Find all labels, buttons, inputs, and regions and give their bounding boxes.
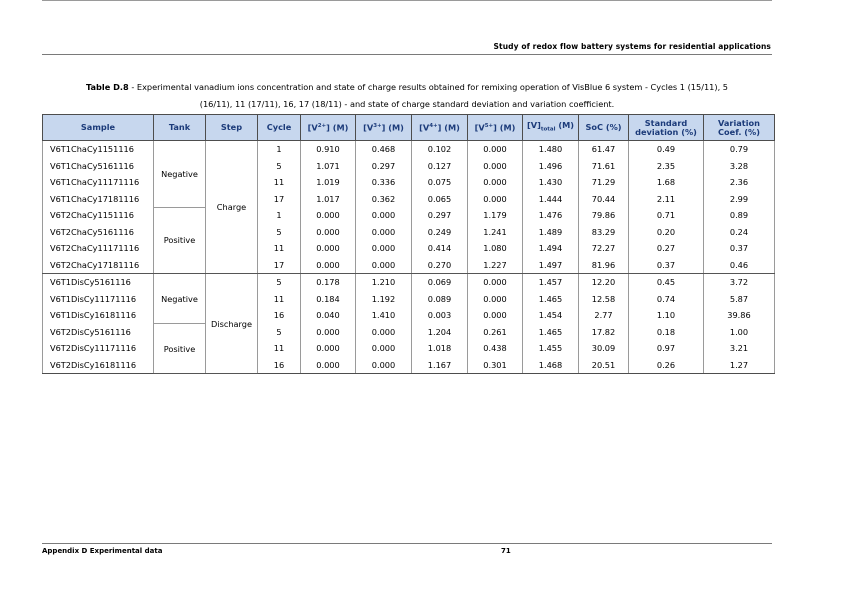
cell-cycle: 5 bbox=[258, 158, 301, 175]
cell-v-total: 1.497 bbox=[523, 257, 579, 274]
cell-cycle: 5 bbox=[258, 324, 301, 341]
header-v-total: $[V]_{total}$ (M) bbox=[523, 115, 579, 141]
cell-soc: 61.47 bbox=[579, 141, 629, 158]
cell-cycle: 11 bbox=[258, 340, 301, 357]
cell-soc: 2.77 bbox=[579, 307, 629, 324]
cell-std-dev: 0.26 bbox=[629, 357, 704, 374]
cell-sample: V6T1DisCy16181116 bbox=[43, 307, 154, 324]
cell-v2: 0.178 bbox=[301, 274, 356, 291]
cell-sample: V6T1ChaCy17181116 bbox=[43, 191, 154, 208]
cell-std-dev: 0.18 bbox=[629, 324, 704, 341]
footer-rule bbox=[42, 543, 772, 544]
cell-v3: 0.297 bbox=[356, 158, 412, 175]
cell-cycle: 1 bbox=[258, 141, 301, 158]
cell-soc: 72.27 bbox=[579, 240, 629, 257]
header-cycle: Cycle bbox=[258, 115, 301, 141]
cell-sample: V6T2ChaCy5161116 bbox=[43, 224, 154, 241]
cell-v2: 1.017 bbox=[301, 191, 356, 208]
cell-std-dev: 0.45 bbox=[629, 274, 704, 291]
cell-sample: V6T2DisCy16181116 bbox=[43, 357, 154, 374]
cell-v2: 0.000 bbox=[301, 257, 356, 274]
cell-v3: 0.000 bbox=[356, 224, 412, 241]
cell-v4: 0.127 bbox=[412, 158, 468, 175]
cell-soc: 79.86 bbox=[579, 207, 629, 224]
header-v2: $[V^{2+}]$ (M) bbox=[301, 115, 356, 141]
header-std-dev: Standard deviation (%) bbox=[629, 115, 704, 141]
cell-std-dev: 0.20 bbox=[629, 224, 704, 241]
cell-v-total: 1.480 bbox=[523, 141, 579, 158]
cell-sample: V6T1ChaCy5161116 bbox=[43, 158, 154, 175]
cell-v2: 0.910 bbox=[301, 141, 356, 158]
cell-v3: 1.210 bbox=[356, 274, 412, 291]
cell-v5: 0.000 bbox=[468, 191, 523, 208]
cell-v5: 0.000 bbox=[468, 141, 523, 158]
header-v5: $[V^{5+}]$ (M) bbox=[468, 115, 523, 141]
caption-label: Table D.8 bbox=[86, 82, 129, 92]
cell-v3: 0.336 bbox=[356, 174, 412, 191]
cell-v3: 0.000 bbox=[356, 357, 412, 374]
cell-cycle: 11 bbox=[258, 174, 301, 191]
cell-v5: 0.301 bbox=[468, 357, 523, 374]
cell-cycle: 16 bbox=[258, 357, 301, 374]
cell-variation-coef: 2.99 bbox=[704, 191, 775, 208]
cell-std-dev: 1.68 bbox=[629, 174, 704, 191]
table-row bbox=[43, 224, 775, 241]
cell-v-total: 1.494 bbox=[523, 240, 579, 257]
cell-v-total: 1.457 bbox=[523, 274, 579, 291]
cell-soc: 17.82 bbox=[579, 324, 629, 341]
cell-tank: Positive bbox=[154, 324, 206, 374]
cell-v4: 0.270 bbox=[412, 257, 468, 274]
cell-cycle: 5 bbox=[258, 274, 301, 291]
cell-v5: 0.000 bbox=[468, 274, 523, 291]
cell-v-total: 1.455 bbox=[523, 340, 579, 357]
cell-std-dev: 0.97 bbox=[629, 340, 704, 357]
cell-std-dev: 0.71 bbox=[629, 207, 704, 224]
table-row bbox=[43, 324, 775, 341]
table-row bbox=[43, 174, 775, 191]
table-caption bbox=[42, 79, 772, 113]
cell-variation-coef: 0.89 bbox=[704, 207, 775, 224]
cell-sample: V6T1ChaCy1151116 bbox=[43, 141, 154, 158]
cell-cycle: 16 bbox=[258, 307, 301, 324]
cell-v5: 0.000 bbox=[468, 158, 523, 175]
cell-cycle: 17 bbox=[258, 191, 301, 208]
cell-tank: Negative bbox=[154, 141, 206, 208]
cell-variation-coef: 0.79 bbox=[704, 141, 775, 158]
cell-std-dev: 0.49 bbox=[629, 141, 704, 158]
header-v4: $[V^{4+}]$ (M) bbox=[412, 115, 468, 141]
cell-v-total: 1.496 bbox=[523, 158, 579, 175]
header-step: Step bbox=[206, 115, 258, 141]
table-row bbox=[43, 307, 775, 324]
table-row bbox=[43, 340, 775, 357]
cell-v2: 1.019 bbox=[301, 174, 356, 191]
caption-text-1: - Experimental vanadium ions concentration and state of charge results obtained for remixing operation of VisBlue 6 system - Cycles 1 (15/11), 5 bbox=[128, 82, 728, 92]
cell-sample: V6T2DisCy5161116 bbox=[43, 324, 154, 341]
cell-v2: 0.000 bbox=[301, 324, 356, 341]
cell-variation-coef: 0.37 bbox=[704, 240, 775, 257]
cell-v3: 0.000 bbox=[356, 240, 412, 257]
cell-sample: V6T2ChaCy17181116 bbox=[43, 257, 154, 274]
cell-v2: 0.040 bbox=[301, 307, 356, 324]
cell-cycle: 5 bbox=[258, 224, 301, 241]
cell-v-total: 1.454 bbox=[523, 307, 579, 324]
header-rule bbox=[42, 54, 772, 55]
cell-std-dev: 2.11 bbox=[629, 191, 704, 208]
cell-variation-coef: 39.86 bbox=[704, 307, 775, 324]
cell-tank: Negative bbox=[154, 274, 206, 324]
cell-step: Discharge bbox=[206, 274, 258, 374]
cell-std-dev: 0.74 bbox=[629, 291, 704, 308]
cell-v4: 1.167 bbox=[412, 357, 468, 374]
header-row bbox=[43, 115, 775, 141]
cell-cycle: 17 bbox=[258, 257, 301, 274]
table-row bbox=[43, 191, 775, 208]
cell-v5: 0.000 bbox=[468, 307, 523, 324]
table-row bbox=[43, 291, 775, 308]
cell-sample: V6T2ChaCy1151116 bbox=[43, 207, 154, 224]
cell-soc: 81.96 bbox=[579, 257, 629, 274]
header-sample: Sample bbox=[43, 115, 154, 141]
cell-v3: 1.192 bbox=[356, 291, 412, 308]
cell-sample: V6T2DisCy11171116 bbox=[43, 340, 154, 357]
cell-v5: 0.261 bbox=[468, 324, 523, 341]
cell-tank: Positive bbox=[154, 207, 206, 274]
cell-v-total: 1.476 bbox=[523, 207, 579, 224]
caption-text-2: (16/11), 11 (17/11), 16, 17 (18/11) - and state of charge standard deviation and variation coefficient. bbox=[199, 99, 615, 109]
cell-v5: 1.227 bbox=[468, 257, 523, 274]
header-v3: $[V^{3+}]$ (M) bbox=[356, 115, 412, 141]
cell-v4: 1.204 bbox=[412, 324, 468, 341]
header-tank: Tank bbox=[154, 115, 206, 141]
cell-v-total: 1.465 bbox=[523, 324, 579, 341]
cell-v4: 0.102 bbox=[412, 141, 468, 158]
cell-soc: 12.58 bbox=[579, 291, 629, 308]
results-table bbox=[42, 114, 775, 374]
cell-v3: 0.000 bbox=[356, 340, 412, 357]
cell-v2: 0.000 bbox=[301, 357, 356, 374]
table-row bbox=[43, 240, 775, 257]
cell-soc: 83.29 bbox=[579, 224, 629, 241]
cell-v-total: 1.468 bbox=[523, 357, 579, 374]
cell-std-dev: 1.10 bbox=[629, 307, 704, 324]
cell-v2: 0.184 bbox=[301, 291, 356, 308]
table-row bbox=[43, 141, 775, 158]
cell-v4: 0.075 bbox=[412, 174, 468, 191]
table-row bbox=[43, 207, 775, 224]
cell-v4: 1.018 bbox=[412, 340, 468, 357]
cell-v4: 0.414 bbox=[412, 240, 468, 257]
cell-v3: 0.468 bbox=[356, 141, 412, 158]
cell-cycle: 11 bbox=[258, 240, 301, 257]
cell-variation-coef: 1.00 bbox=[704, 324, 775, 341]
cell-cycle: 11 bbox=[258, 291, 301, 308]
cell-variation-coef: 2.36 bbox=[704, 174, 775, 191]
footer-section: Appendix D Experimental data bbox=[42, 547, 163, 555]
cell-v2: 0.000 bbox=[301, 207, 356, 224]
cell-variation-coef: 0.24 bbox=[704, 224, 775, 241]
table-row bbox=[43, 357, 775, 374]
cell-std-dev: 2.35 bbox=[629, 158, 704, 175]
running-header: Study of redox flow battery systems for residential applications bbox=[493, 42, 771, 51]
cell-v5: 0.438 bbox=[468, 340, 523, 357]
cell-sample: V6T1DisCy11171116 bbox=[43, 291, 154, 308]
table-row bbox=[43, 274, 775, 291]
cell-variation-coef: 3.28 bbox=[704, 158, 775, 175]
cell-v-total: 1.489 bbox=[523, 224, 579, 241]
cell-v4: 0.069 bbox=[412, 274, 468, 291]
cell-v5: 1.080 bbox=[468, 240, 523, 257]
cell-sample: V6T1ChaCy11171116 bbox=[43, 174, 154, 191]
cell-v4: 0.297 bbox=[412, 207, 468, 224]
cell-v3: 1.410 bbox=[356, 307, 412, 324]
cell-std-dev: 0.37 bbox=[629, 257, 704, 274]
header-soc: SoC (%) bbox=[579, 115, 629, 141]
cell-sample: V6T1DisCy5161116 bbox=[43, 274, 154, 291]
cell-v4: 0.249 bbox=[412, 224, 468, 241]
cell-v-total: 1.430 bbox=[523, 174, 579, 191]
cell-soc: 70.44 bbox=[579, 191, 629, 208]
cell-v5: 1.241 bbox=[468, 224, 523, 241]
cell-v-total: 1.444 bbox=[523, 191, 579, 208]
cell-cycle: 1 bbox=[258, 207, 301, 224]
cell-soc: 30.09 bbox=[579, 340, 629, 357]
cell-v2: 0.000 bbox=[301, 224, 356, 241]
cell-v5: 0.000 bbox=[468, 174, 523, 191]
cell-v3: 0.000 bbox=[356, 257, 412, 274]
header-variation-coef: Variation Coef. (%) bbox=[704, 115, 775, 141]
cell-v5: 1.179 bbox=[468, 207, 523, 224]
top-rule bbox=[42, 0, 772, 1]
cell-step: Charge bbox=[206, 141, 258, 274]
cell-variation-coef: 3.72 bbox=[704, 274, 775, 291]
cell-v-total: 1.465 bbox=[523, 291, 579, 308]
cell-v2: 1.071 bbox=[301, 158, 356, 175]
cell-v3: 0.362 bbox=[356, 191, 412, 208]
cell-variation-coef: 3.21 bbox=[704, 340, 775, 357]
page-number: 71 bbox=[501, 547, 511, 555]
cell-v4: 0.089 bbox=[412, 291, 468, 308]
cell-std-dev: 0.27 bbox=[629, 240, 704, 257]
cell-v3: 0.000 bbox=[356, 207, 412, 224]
cell-variation-coef: 5.87 bbox=[704, 291, 775, 308]
cell-v2: 0.000 bbox=[301, 340, 356, 357]
cell-soc: 20.51 bbox=[579, 357, 629, 374]
cell-soc: 12.20 bbox=[579, 274, 629, 291]
cell-variation-coef: 0.46 bbox=[704, 257, 775, 274]
cell-v4: 0.065 bbox=[412, 191, 468, 208]
cell-v5: 0.000 bbox=[468, 291, 523, 308]
table-row bbox=[43, 158, 775, 175]
cell-soc: 71.61 bbox=[579, 158, 629, 175]
cell-soc: 71.29 bbox=[579, 174, 629, 191]
table-row bbox=[43, 257, 775, 274]
cell-sample: V6T2ChaCy11171116 bbox=[43, 240, 154, 257]
cell-v3: 0.000 bbox=[356, 324, 412, 341]
cell-v2: 0.000 bbox=[301, 240, 356, 257]
cell-variation-coef: 1.27 bbox=[704, 357, 775, 374]
cell-v4: 0.003 bbox=[412, 307, 468, 324]
